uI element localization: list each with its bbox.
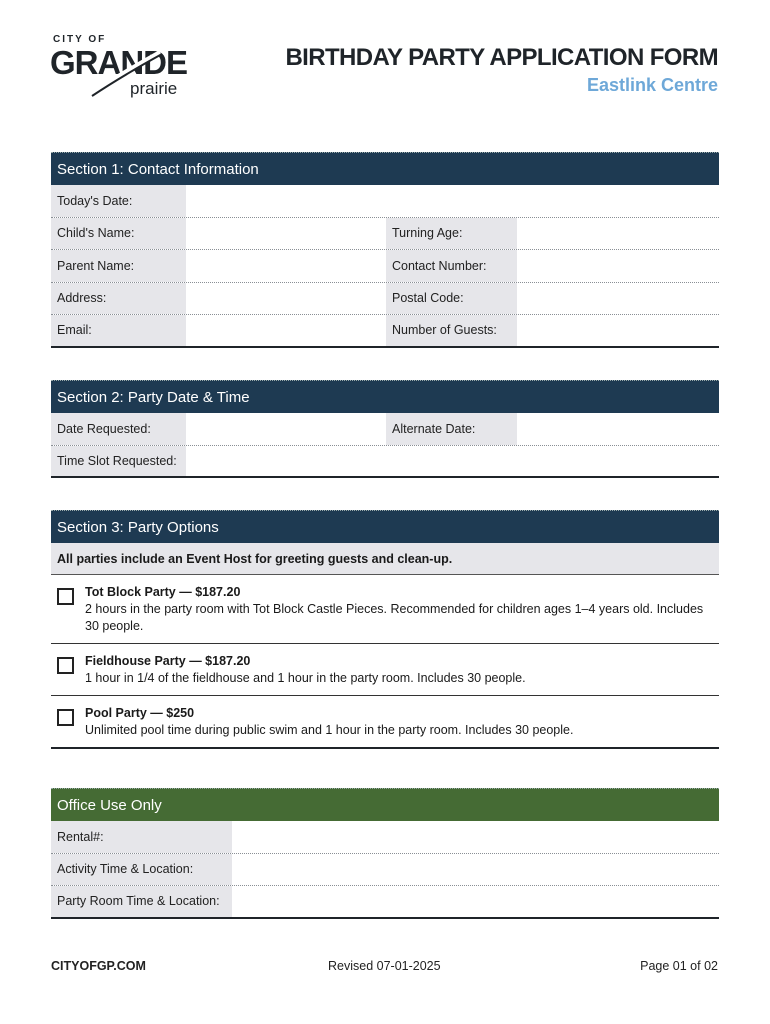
footer-website: CITYOFGP.COM (51, 959, 146, 973)
todays-date-label: Today's Date: (51, 185, 186, 217)
todays-date-field[interactable] (186, 185, 719, 217)
contact-number-label: Contact Number: (386, 250, 517, 282)
address-label: Address: (51, 283, 186, 315)
row-time-slot (51, 446, 719, 479)
page-subtitle: Eastlink Centre (586, 75, 718, 95)
pool-party-checkbox[interactable] (57, 709, 74, 726)
party-room-time-label: Party Room Time & Location: (51, 886, 232, 917)
section-office-use (51, 788, 719, 919)
postal-code-field[interactable] (517, 283, 719, 315)
row-todays-date (51, 185, 719, 218)
row-activity-time (51, 854, 719, 887)
logo-grande-text: GRANDE (50, 44, 188, 81)
party-room-time-field[interactable] (232, 886, 719, 917)
rental-label: Rental#: (51, 821, 232, 853)
row-parent-name (51, 250, 719, 283)
row-party-room-time (51, 886, 719, 919)
email-label: Email: (51, 315, 186, 346)
tot-block-description: 2 hours in the party room with Tot Block Castle Pieces. Recommended for children ages 1–4 years old. Includes 30 people. (85, 602, 704, 633)
activity-time-field[interactable] (232, 854, 719, 886)
row-address (51, 283, 719, 316)
office-use-header: Office Use Only (51, 788, 719, 821)
number-of-guests-field[interactable] (517, 315, 719, 346)
pool-party-title: Pool Party — $250 (85, 706, 195, 720)
row-rental (51, 821, 719, 854)
address-field[interactable] (186, 283, 386, 315)
logo-city-text: CITY OF (53, 34, 107, 45)
fieldhouse-title: Fieldhouse Party — $187.20 (85, 654, 251, 668)
section-party-options (51, 510, 719, 749)
party-options-note: All parties include an Event Host for greeting guests and clean-up. (51, 543, 719, 575)
fieldhouse-description: 1 hour in 1/4 of the fieldhouse and 1 hour in the party room. Includes 30 people. (85, 671, 526, 685)
option-tot-block-party (51, 575, 719, 644)
option-pool-party (51, 696, 719, 749)
email-field[interactable] (186, 315, 386, 346)
activity-time-label: Activity Time & Location: (51, 854, 232, 886)
section-party-date-time (51, 380, 719, 478)
page-title: BIRTHDAY PARTY APPLICATION FORM (285, 44, 718, 71)
number-of-guests-label: Number of Guests: (386, 315, 517, 346)
postal-code-label: Postal Code: (386, 283, 517, 315)
parent-name-label: Parent Name: (51, 250, 186, 282)
contact-number-field[interactable] (517, 250, 719, 282)
section-contact-information (51, 152, 719, 348)
tot-block-title: Tot Block Party — $187.20 (85, 585, 241, 599)
alternate-date-field[interactable] (517, 413, 719, 445)
date-requested-field[interactable] (186, 413, 386, 445)
section-3-header: Section 3: Party Options (51, 510, 719, 543)
footer-page-number: Page 01 of 02 (640, 959, 718, 973)
city-logo (50, 34, 190, 100)
childs-name-label: Child's Name: (51, 218, 186, 250)
option-fieldhouse-party (51, 644, 719, 696)
fieldhouse-checkbox[interactable] (57, 657, 74, 674)
time-slot-label: Time Slot Requested: (51, 446, 186, 477)
row-date-requested (51, 413, 719, 446)
pool-party-description: Unlimited pool time during public swim and 1 hour in the party room. Includes 30 people. (85, 723, 574, 737)
time-slot-field[interactable] (186, 446, 719, 477)
row-childs-name (51, 218, 719, 251)
turning-age-label: Turning Age: (386, 218, 517, 250)
logo-prairie-text: prairie (130, 79, 178, 98)
footer-revised-date: Revised 07-01-2025 (328, 959, 441, 973)
section-2-header: Section 2: Party Date & Time (51, 380, 719, 413)
childs-name-field[interactable] (186, 218, 386, 250)
row-email (51, 315, 719, 348)
date-requested-label: Date Requested: (51, 413, 186, 445)
section-1-header: Section 1: Contact Information (51, 152, 719, 185)
tot-block-checkbox[interactable] (57, 588, 74, 605)
alternate-date-label: Alternate Date: (386, 413, 517, 445)
rental-field[interactable] (232, 821, 719, 853)
turning-age-field[interactable] (517, 218, 719, 250)
parent-name-field[interactable] (186, 250, 386, 282)
